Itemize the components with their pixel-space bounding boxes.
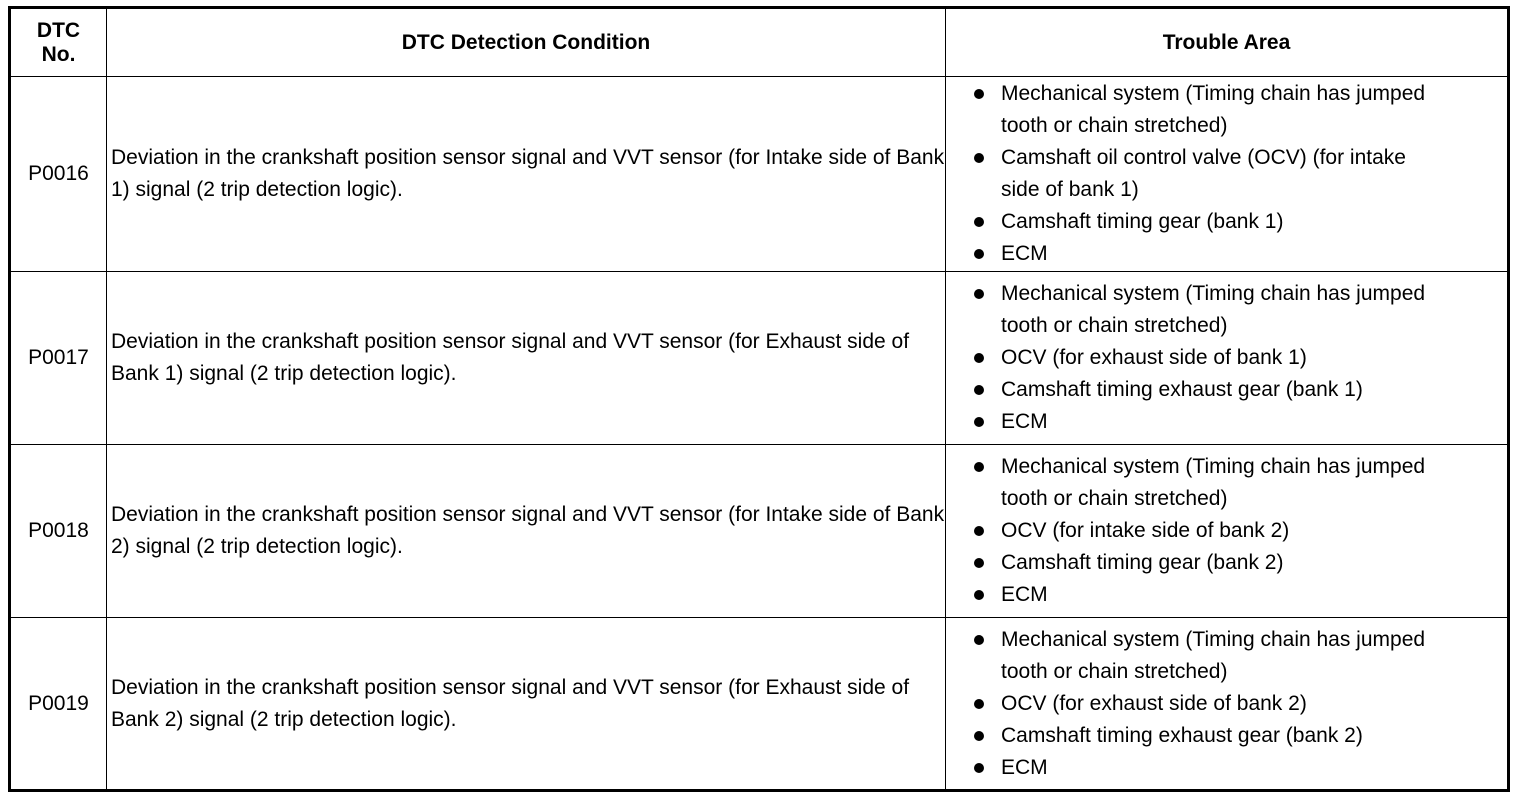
dtc-code: P0019 <box>10 618 107 791</box>
header-dtc-no: DTC No. <box>10 8 107 77</box>
trouble-area-list <box>974 624 1507 784</box>
list-item: ECM <box>974 752 1441 784</box>
trouble-area-cell <box>946 272 1509 445</box>
detection-condition: Deviation in the crankshaft position sensor signal and VVT sensor (for Intake side of Bank 1) signal (2 trip detection logic). <box>107 77 946 272</box>
list-item: Camshaft timing gear (bank 2) <box>974 547 1441 579</box>
list-item: ECM <box>974 406 1441 438</box>
table-row <box>10 272 1509 445</box>
table-row <box>10 77 1509 272</box>
trouble-area-cell <box>946 618 1509 791</box>
list-item: ECM <box>974 579 1441 611</box>
list-item: Mechanical system (Timing chain has jumped tooth or chain stretched) <box>974 278 1441 342</box>
list-item: Camshaft timing exhaust gear (bank 1) <box>974 374 1441 406</box>
dtc-code: P0016 <box>10 77 107 272</box>
list-item: OCV (for exhaust side of bank 1) <box>974 342 1441 374</box>
list-item: Mechanical system (Timing chain has jumped tooth or chain stretched) <box>974 624 1441 688</box>
trouble-area-list <box>974 278 1507 438</box>
header-row <box>10 8 1509 77</box>
list-item: Camshaft oil control valve (OCV) (for intake side of bank 1) <box>974 142 1441 206</box>
dtc-table <box>8 6 1510 792</box>
list-item: Camshaft timing gear (bank 1) <box>974 206 1441 238</box>
detection-condition: Deviation in the crankshaft position sensor signal and VVT sensor (for Exhaust side of Bank 2) signal (2 trip detection logic). <box>107 618 946 791</box>
list-item: ECM <box>974 238 1441 270</box>
trouble-area-cell <box>946 77 1509 272</box>
header-detection-condition: DTC Detection Condition <box>107 8 946 77</box>
dtc-code: P0018 <box>10 445 107 618</box>
table-row <box>10 445 1509 618</box>
dtc-code: P0017 <box>10 272 107 445</box>
header-trouble-area: Trouble Area <box>946 8 1509 77</box>
list-item: OCV (for intake side of bank 2) <box>974 515 1441 547</box>
list-item: Mechanical system (Timing chain has jumped tooth or chain stretched) <box>974 451 1441 515</box>
list-item: OCV (for exhaust side of bank 2) <box>974 688 1441 720</box>
list-item: Mechanical system (Timing chain has jumped tooth or chain stretched) <box>974 78 1441 142</box>
detection-condition: Deviation in the crankshaft position sensor signal and VVT sensor (for Intake side of Bank 2) signal (2 trip detection logic). <box>107 445 946 618</box>
detection-condition: Deviation in the crankshaft position sensor signal and VVT sensor (for Exhaust side of Bank 1) signal (2 trip detection logic). <box>107 272 946 445</box>
trouble-area-list <box>974 451 1507 611</box>
list-item: Camshaft timing exhaust gear (bank 2) <box>974 720 1441 752</box>
table-row <box>10 618 1509 791</box>
trouble-area-list <box>974 78 1507 270</box>
trouble-area-cell <box>946 445 1509 618</box>
